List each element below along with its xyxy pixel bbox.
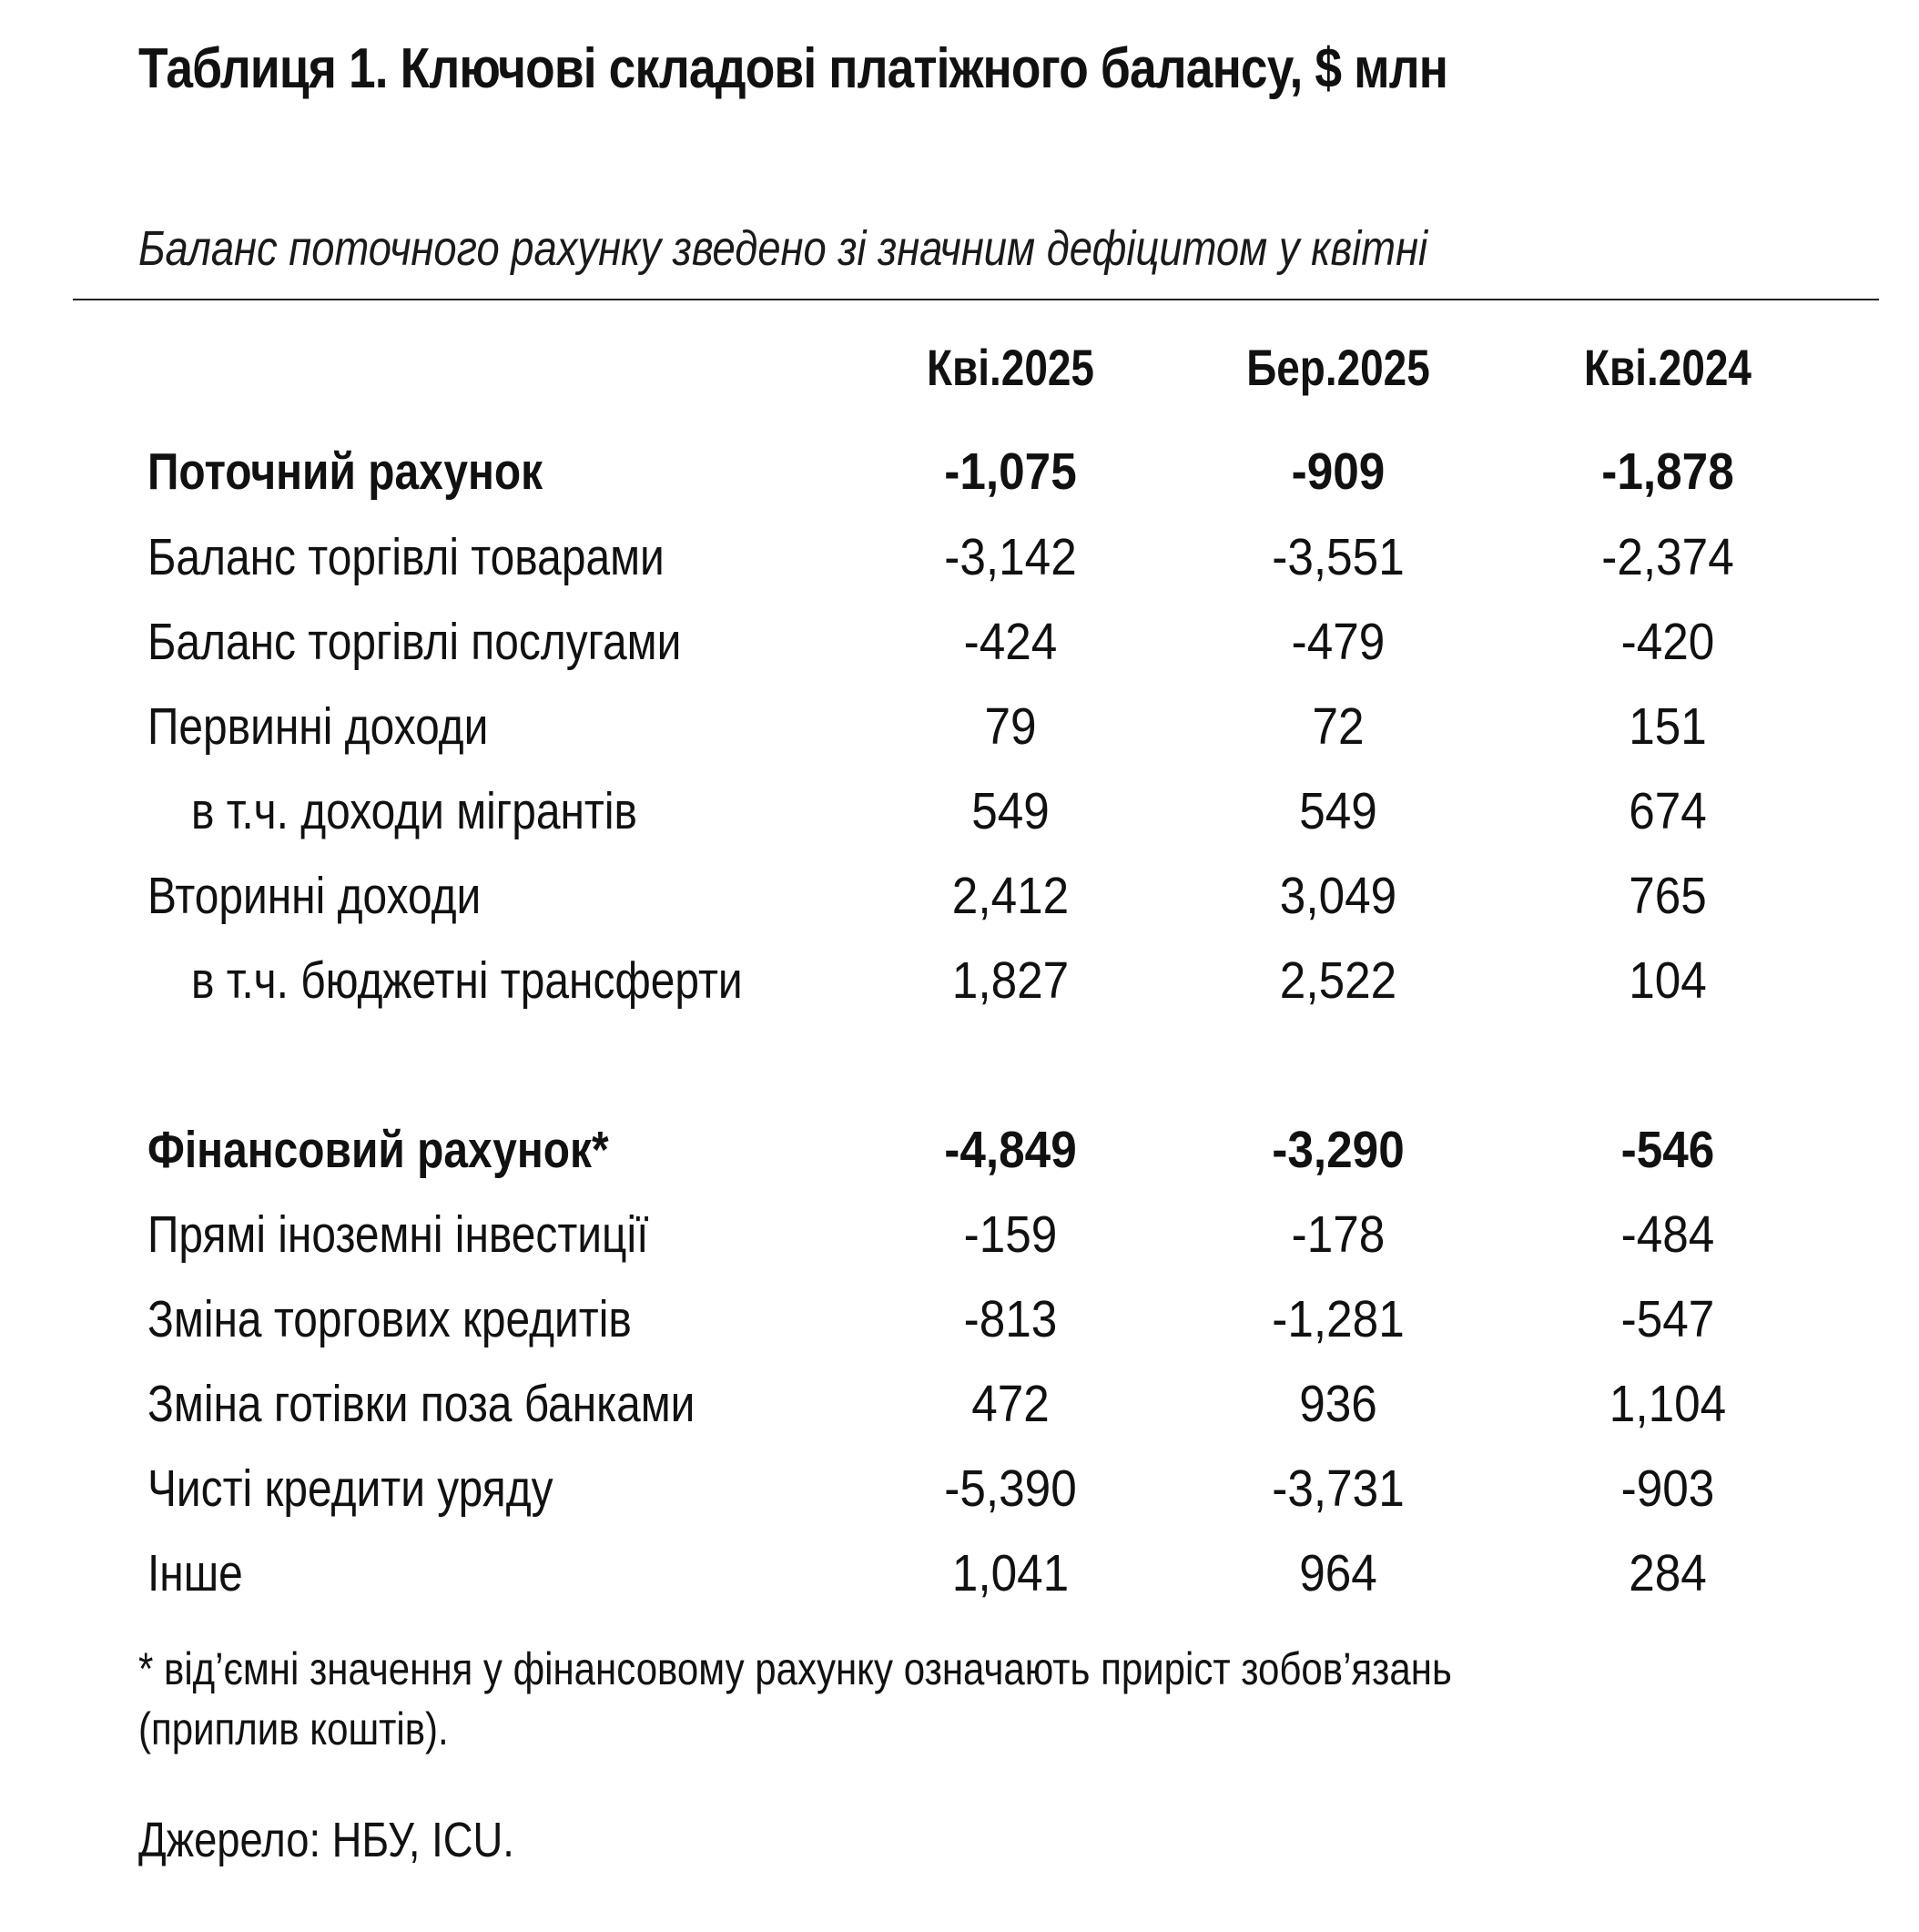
value-cell: -3,731 <box>1272 1459 1405 1518</box>
value-cell: -4,849 <box>944 1121 1077 1179</box>
value-cell: -547 <box>1620 1290 1715 1348</box>
value-cell: -424 <box>963 613 1058 671</box>
value-cell: -1,075 <box>944 442 1077 501</box>
footnote-line-2: (приплив коштів). <box>138 1703 449 1754</box>
row-label: Фінансовий рахунок* <box>147 1121 609 1179</box>
value-cell: -420 <box>1620 613 1715 671</box>
column-header-row <box>0 331 1919 404</box>
table-row <box>0 690 1919 763</box>
table-row <box>0 1368 1919 1440</box>
column-header-apr-2024: Кві.2024 <box>1584 339 1751 396</box>
value-cell: 284 <box>1629 1544 1707 1602</box>
value-cell: 72 <box>1312 697 1365 756</box>
row-label: в т.ч. доходи мігрантів <box>191 782 637 840</box>
footnote-line-1: * від’ємні значення у фінансовому рахунку означають приріст зобов’язань <box>138 1643 1452 1694</box>
column-header-mar-2025: Бер.2025 <box>1246 339 1430 396</box>
row-label: Баланс торгівлі товарами <box>147 528 665 586</box>
row-label: Інше <box>147 1544 243 1602</box>
value-cell: -5,390 <box>944 1459 1077 1518</box>
current-account-row <box>0 435 1919 508</box>
value-cell: -1,281 <box>1272 1290 1405 1348</box>
table-row <box>0 1283 1919 1356</box>
row-label: в т.ч. бюджетні трансферти <box>191 951 743 1010</box>
table-row <box>0 775 1919 848</box>
value-cell: 765 <box>1629 867 1707 925</box>
value-cell: 79 <box>984 697 1037 756</box>
value-cell: -909 <box>1291 442 1386 501</box>
value-cell: -813 <box>963 1290 1058 1348</box>
value-cell: 3,049 <box>1279 867 1397 925</box>
value-cell: 104 <box>1629 951 1707 1010</box>
table-row <box>0 1198 1919 1271</box>
table-row <box>0 859 1919 932</box>
row-label: Вторинні доходи <box>147 867 482 925</box>
value-cell: -3,290 <box>1272 1121 1405 1179</box>
value-cell: 964 <box>1299 1544 1377 1602</box>
value-cell: 936 <box>1299 1375 1377 1433</box>
table-subtitle: Баланс поточного рахунку зведено зі значним дефіцитом у квітні <box>138 221 1428 276</box>
value-cell: -1,878 <box>1601 442 1734 501</box>
value-cell: 2,522 <box>1279 951 1397 1010</box>
row-label: Первинні доходи <box>147 697 489 756</box>
value-cell: 549 <box>1299 782 1377 840</box>
source-note: Джерело: НБУ, ICU. <box>138 1813 514 1867</box>
value-cell: -3,142 <box>944 528 1077 586</box>
row-label: Чисті кредити уряду <box>147 1459 553 1518</box>
value-cell: -159 <box>963 1205 1058 1264</box>
table-row <box>0 1452 1919 1525</box>
row-label: Прямі іноземні інвестиції <box>147 1205 649 1264</box>
row-label: Зміна торгових кредитів <box>147 1290 632 1348</box>
value-cell: -2,374 <box>1601 528 1734 586</box>
value-cell: 2,412 <box>951 867 1070 925</box>
row-label: Зміна готівки поза банками <box>147 1375 696 1433</box>
value-cell: 674 <box>1629 782 1707 840</box>
value-cell: 151 <box>1629 697 1707 756</box>
value-cell: -484 <box>1620 1205 1715 1264</box>
value-cell: -178 <box>1291 1205 1386 1264</box>
financial-account-row <box>0 1113 1919 1186</box>
column-header-apr-2025: Кві.2025 <box>927 339 1094 396</box>
table-row <box>0 1537 1919 1610</box>
table-title: Таблиця 1. Ключові складові платіжного балансу, $ млн <box>138 37 1448 100</box>
value-cell: -479 <box>1291 613 1386 671</box>
value-cell: 1,104 <box>1609 1375 1727 1433</box>
value-cell: -903 <box>1620 1459 1715 1518</box>
value-cell: 472 <box>971 1375 1050 1433</box>
row-label: Баланс торгівлі послугами <box>147 613 682 671</box>
table-row <box>0 521 1919 594</box>
footnote <box>138 1639 1576 1759</box>
header-divider <box>73 299 1879 300</box>
value-cell: 1,827 <box>951 951 1070 1010</box>
table-row <box>0 944 1919 1017</box>
value-cell: 1,041 <box>951 1544 1070 1602</box>
value-cell: -546 <box>1620 1121 1715 1179</box>
row-label: Поточний рахунок <box>147 442 543 501</box>
value-cell: -3,551 <box>1272 528 1405 586</box>
table-row <box>0 605 1919 678</box>
value-cell: 549 <box>971 782 1050 840</box>
